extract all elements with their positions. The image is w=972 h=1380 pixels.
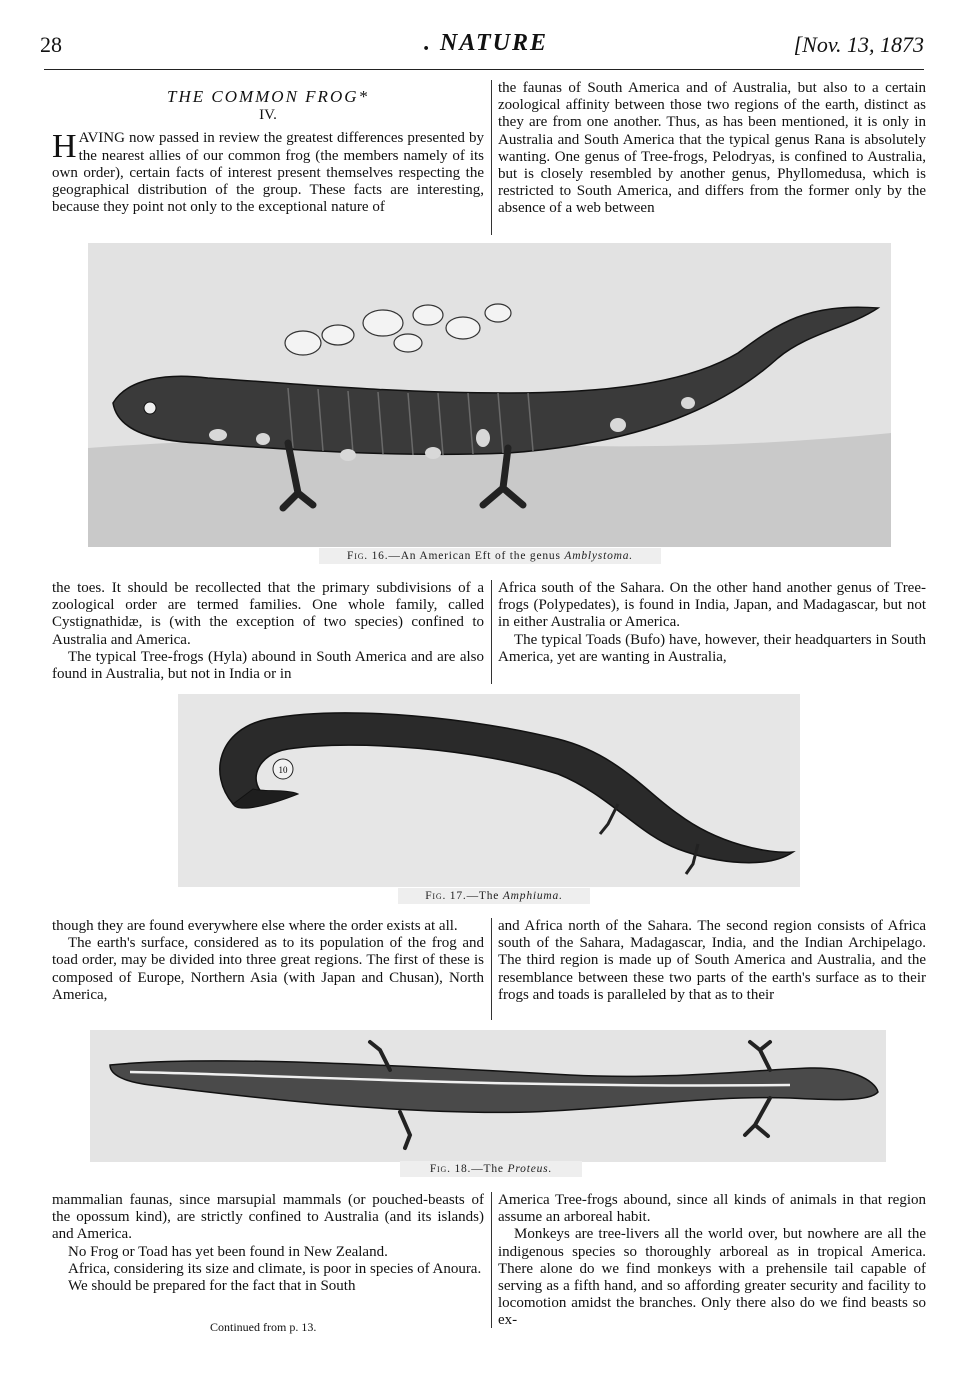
genus-name: Proteus. <box>507 1163 553 1175</box>
caption-text: —The <box>471 1163 508 1175</box>
running-header <box>0 30 972 64</box>
column-rule <box>491 80 492 235</box>
issue-date: [Nov. 13, 1873 <box>793 32 924 57</box>
column-left-block-3 <box>52 918 484 1004</box>
paragraph: The earth's surface, considered as to its population of the frog and toad order, may be divided into three great regions. The first of these is composed of Europe, Northern Asia (with Japan and Chusan), North America, <box>52 935 484 1003</box>
figure-18-caption <box>400 1161 582 1177</box>
figure-label: Fig. 16. <box>347 550 389 562</box>
paragraph: Africa south of the Sahara. On the other hand another genus of Tree-frogs (Polypedates), is found in India, Japan, and Madagascar, but not in either Australia or America. <box>498 580 926 631</box>
footnote: Continued from p. 13. <box>210 1320 317 1334</box>
column-left-block-4 <box>52 1192 484 1295</box>
column-rule <box>491 918 492 1020</box>
paragraph: The typical Toads (Bufo) have, however, their headquarters in South America, yet are wanting in Australia, <box>498 631 926 665</box>
column-right-block-2 <box>498 580 926 666</box>
figure-label: Fig. 18. <box>429 1163 472 1175</box>
caption-text: —An American Eft of the genus <box>388 550 565 562</box>
journal-masthead: . NATURE <box>423 30 549 56</box>
paragraph: Monkeys are tree-livers all the world over, but nowhere are all the indigenous species so thoroughly arboreal as in tropical America. There alone do we find monkeys with a prehensile tail capable of serving as a fifth hand, and so affording greater security and facility to locomotion amidst the branches. Only there also do we find beasts so ex- <box>498 1226 926 1329</box>
paragraph: the toes. It should be recollected that the primary subdivisions of a zoological order are termed families. One whole family, called Cystignathidæ, is (with the exception of two species) confined to Australia and America. <box>52 580 484 648</box>
column-left-block-2 <box>52 580 484 683</box>
column-right-block-4 <box>498 1192 926 1330</box>
paragraph: Africa, considering its size and climate, is poor in species of Anoura. <box>68 1260 482 1277</box>
paragraph: the faunas of South America and of Australia, but also to a certain zoological affinity between those two regions of the earth, distinct as they are from one another. Thus, as has been mentioned, it is only in Australia and South America that the typical genus Rana is absolutely wanting. One genus of Tree-frogs, Pelodryas, is confined to Australia, but is closely resembled by another genus, Phyllomedusa, which is restricted to South America, and differs from the former only by the absence of a web between <box>498 80 926 217</box>
genus-name: Amphiuma. <box>502 890 563 902</box>
proteus-illustration <box>90 1030 886 1162</box>
paragraph: The typical Tree-frogs (Hyla) abound in South America and are also found in Australia, but not in India or in <box>52 648 484 683</box>
figure-amphiuma <box>178 694 800 887</box>
paragraph-text: AVING now passed in review the greatest differences presented by the nearest allies of our common frog (the members namely of its own order), certain facts of interest present themselves respecting the geographical distribution of the group. These facts are interesting, because they point not only to the exceptional nature of <box>52 130 484 216</box>
column-right-block-3 <box>498 918 926 1004</box>
caption-text: —The <box>466 890 503 902</box>
article-title: THE COMMON FROG* <box>167 87 369 106</box>
genus-name: Amblystoma. <box>564 550 633 562</box>
page-number: 28 <box>40 32 62 57</box>
paragraph <box>52 130 484 216</box>
figure-amblystoma <box>88 243 891 547</box>
column-right-block-1 <box>498 80 926 218</box>
amblystoma-illustration <box>88 243 891 547</box>
figure-16-caption <box>319 548 661 564</box>
figure-proteus <box>90 1030 886 1162</box>
header-rule <box>44 69 924 70</box>
figure-label: Fig. 17. <box>425 890 467 902</box>
paragraph: We should be prepared for the fact that in South <box>68 1278 356 1295</box>
paragraph: No Frog or Toad has yet been found in New Zealand. <box>68 1243 388 1260</box>
figure-17-caption <box>398 888 590 904</box>
figure-marker: 10 <box>278 765 288 775</box>
article-part: IV. <box>259 107 277 124</box>
paragraph: and Africa north of the Sahara. The second region consists of Africa south of the Sahara, Madagascar, India, and the Indian Archipelago. The third region is made up of South America and Australia, and the resemblance between these two parts of the earth's surface as to their frogs and toads is paralleled by that as to their <box>498 918 926 1003</box>
paragraph: though they are found everywhere else where the order exists at all. <box>52 918 458 934</box>
paragraph: America Tree-frogs abound, since all kinds of animals in that region assume an arboreal habit. <box>498 1192 926 1226</box>
amphiuma-illustration <box>178 694 800 887</box>
drop-cap: H <box>52 128 77 166</box>
column-rule <box>491 1192 492 1328</box>
paragraph: mammalian faunas, since marsupial mammals (or pouched-beasts of the opossum kind), are strictly confined to Australia (and its islands) and America. <box>52 1192 484 1243</box>
column-rule <box>491 580 492 684</box>
column-left-block-1 <box>52 80 484 216</box>
